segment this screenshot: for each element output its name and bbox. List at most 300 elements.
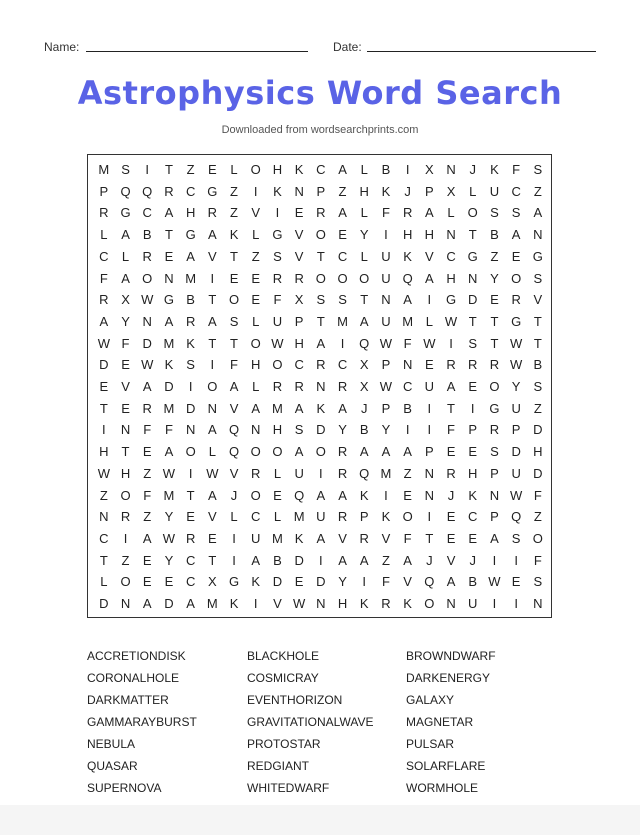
grid-cell[interactable]: V [338,530,347,546]
grid-cell[interactable]: A [425,270,434,286]
grid-cell[interactable]: V [533,292,543,308]
grid-cell[interactable]: R [142,248,152,264]
grid-cell[interactable]: A [294,400,304,416]
grid-cell[interactable]: Q [402,270,413,286]
grid-cell[interactable]: Y [164,509,174,525]
grid-cell[interactable]: W [97,465,110,481]
grid-cell[interactable]: R [381,596,391,611]
grid-cell[interactable]: V [425,248,434,264]
grid-cell[interactable]: E [251,270,261,286]
grid-cell[interactable]: A [164,205,174,221]
grid-cell[interactable]: T [360,292,369,308]
grid-cell[interactable]: I [405,422,410,438]
grid-cell[interactable]: K [490,162,499,177]
grid-cell[interactable]: D [468,292,478,308]
grid-cell[interactable]: I [123,530,128,546]
grid-cell[interactable]: W [423,335,436,351]
grid-cell[interactable]: N [446,596,456,611]
grid-cell[interactable]: V [294,227,304,243]
grid-cell[interactable]: L [252,227,260,243]
grid-cell[interactable]: T [186,487,195,503]
grid-cell[interactable]: Z [143,509,152,525]
grid-cell[interactable]: I [514,552,518,568]
grid-cell[interactable]: Q [228,444,240,460]
grid-cell[interactable]: V [294,248,304,264]
grid-cell[interactable]: X [359,379,369,394]
grid-cell[interactable]: G [185,227,196,243]
grid-cell[interactable]: O [272,444,283,460]
grid-cell[interactable]: O [120,574,131,590]
grid-cell[interactable]: T [316,313,325,329]
grid-cell[interactable]: N [424,465,435,481]
grid-cell[interactable]: J [404,183,411,199]
grid-cell[interactable]: R [337,465,348,481]
grid-cell[interactable]: S [229,313,239,329]
grid-cell[interactable]: B [142,227,152,243]
grid-cell[interactable]: B [359,422,369,438]
grid-cell[interactable]: C [185,574,196,590]
grid-cell[interactable]: A [403,552,412,568]
grid-cell[interactable]: O [142,270,153,286]
grid-cell[interactable]: L [100,574,108,590]
grid-cell[interactable]: T [490,313,499,329]
grid-cell[interactable]: S [338,292,347,308]
grid-cell[interactable]: A [403,292,412,308]
grid-cell[interactable]: E [229,270,239,286]
grid-cell[interactable]: Z [533,509,542,525]
grid-cell[interactable]: G [532,248,543,264]
grid-cell[interactable]: A [338,400,347,416]
grid-cell[interactable]: O [250,487,261,503]
grid-cell[interactable]: X [425,162,434,177]
grid-cell[interactable]: D [316,574,326,590]
grid-cell[interactable]: R [337,379,348,394]
grid-cell[interactable]: D [316,422,326,438]
grid-cell[interactable]: H [251,357,261,373]
grid-cell[interactable]: A [359,313,369,329]
grid-cell[interactable]: S [186,357,195,373]
grid-cell[interactable]: N [446,227,456,243]
grid-cell[interactable]: E [468,444,478,460]
grid-cell[interactable]: E [468,530,478,546]
grid-cell[interactable]: Y [359,227,369,243]
grid-cell[interactable]: T [468,313,477,329]
grid-cell[interactable]: K [403,596,412,611]
grid-cell[interactable]: Q [228,422,240,438]
grid-cell[interactable]: P [381,400,391,416]
grid-cell[interactable]: N [294,183,304,199]
grid-cell[interactable]: H [359,183,369,199]
grid-cell[interactable]: I [145,162,150,177]
grid-cell[interactable]: A [316,335,326,351]
grid-cell[interactable]: T [425,530,434,546]
grid-cell[interactable]: A [511,227,521,243]
grid-cell[interactable]: I [427,292,432,308]
grid-cell[interactable]: S [533,270,543,286]
grid-cell[interactable]: D [164,596,174,611]
grid-cell[interactable]: U [381,248,391,264]
grid-cell[interactable]: M [272,530,283,546]
grid-cell[interactable]: Q [120,183,131,199]
grid-cell[interactable]: E [468,379,478,394]
grid-cell[interactable]: L [100,227,108,243]
grid-cell[interactable]: Y [490,270,499,286]
grid-cell[interactable]: K [229,596,239,611]
grid-cell[interactable]: V [208,248,217,264]
grid-cell[interactable]: O [359,270,370,286]
grid-cell[interactable]: N [120,596,131,611]
grid-cell[interactable]: Y [164,552,174,568]
grid-cell[interactable]: T [99,552,108,568]
grid-cell[interactable]: U [489,183,500,199]
grid-cell[interactable]: A [338,205,347,221]
grid-cell[interactable]: M [337,313,348,329]
grid-cell[interactable]: P [294,313,304,329]
grid-cell[interactable]: O [489,379,500,394]
grid-cell[interactable]: A [142,379,152,394]
grid-cell[interactable]: J [360,400,368,416]
grid-cell[interactable]: E [338,227,347,243]
grid-cell[interactable]: V [273,596,282,611]
grid-cell[interactable]: G [511,313,522,329]
grid-cell[interactable]: I [210,357,215,373]
grid-cell[interactable]: Z [186,162,195,177]
grid-cell[interactable]: R [511,292,521,308]
grid-cell[interactable]: W [510,357,523,373]
grid-cell[interactable]: R [272,379,283,394]
grid-cell[interactable]: C [337,357,348,373]
grid-cell[interactable]: W [510,335,523,351]
grid-cell[interactable]: O [228,292,240,308]
grid-cell[interactable]: R [185,530,196,546]
grid-cell[interactable]: B [468,574,478,590]
grid-cell[interactable]: U [272,313,283,329]
grid-cell[interactable]: E [142,444,152,460]
grid-cell[interactable]: M [293,509,305,525]
grid-cell[interactable]: W [141,292,154,308]
grid-cell[interactable]: O [532,530,543,546]
grid-cell[interactable]: C [185,552,196,568]
grid-cell[interactable]: W [206,465,219,481]
grid-cell[interactable]: Q [359,335,370,351]
grid-cell[interactable]: P [425,444,434,460]
grid-cell[interactable]: T [533,313,542,329]
grid-cell[interactable]: R [99,205,109,221]
grid-cell[interactable]: M [163,487,175,503]
grid-cell[interactable]: K [359,487,369,503]
grid-cell[interactable]: V [381,530,391,546]
grid-cell[interactable]: H [185,205,196,221]
grid-cell[interactable]: E [164,248,174,264]
grid-cell[interactable]: V [229,465,239,481]
grid-cell[interactable]: I [427,422,432,438]
grid-cell[interactable]: R [272,270,283,286]
grid-cell[interactable]: A [186,596,195,611]
grid-cell[interactable]: B [186,292,195,308]
grid-cell[interactable]: R [164,183,174,199]
grid-cell[interactable]: F [403,530,412,546]
grid-cell[interactable]: A [316,530,326,546]
grid-cell[interactable]: G [163,292,174,308]
grid-cell[interactable]: I [514,596,518,611]
grid-cell[interactable]: M [206,596,218,611]
grid-cell[interactable]: I [102,422,106,438]
grid-cell[interactable]: I [427,509,432,525]
grid-cell[interactable]: A [208,313,217,329]
grid-cell[interactable]: U [511,465,521,481]
grid-cell[interactable]: Z [121,552,130,568]
grid-cell[interactable]: N [533,596,543,611]
grid-cell[interactable]: D [185,400,196,416]
grid-cell[interactable]: K [468,487,478,503]
grid-cell[interactable]: K [294,162,304,177]
grid-cell[interactable]: L [447,205,455,221]
grid-cell[interactable]: I [253,183,258,199]
grid-cell[interactable]: K [164,357,174,373]
grid-cell[interactable]: Z [143,465,152,481]
grid-cell[interactable]: I [232,530,236,546]
grid-cell[interactable]: T [208,335,217,351]
grid-cell[interactable]: L [425,313,433,329]
grid-cell[interactable]: W [162,465,176,481]
grid-cell[interactable]: Y [338,422,347,438]
grid-cell[interactable]: F [143,422,152,438]
grid-cell[interactable]: D [533,465,543,481]
grid-cell[interactable]: L [273,465,282,481]
grid-cell[interactable]: E [142,574,152,590]
grid-cell[interactable]: N [207,400,218,416]
grid-cell[interactable]: F [381,205,390,221]
grid-cell[interactable]: C [142,205,152,221]
grid-cell[interactable]: N [424,487,435,503]
grid-cell[interactable]: F [99,270,108,286]
grid-cell[interactable]: P [316,183,326,199]
grid-cell[interactable]: X [121,292,130,308]
grid-cell[interactable]: P [490,509,499,525]
grid-cell[interactable]: I [427,400,432,416]
grid-cell[interactable]: O [207,379,218,394]
grid-cell[interactable]: J [447,487,455,503]
grid-cell[interactable]: N [185,422,196,438]
grid-cell[interactable]: E [164,574,174,590]
grid-cell[interactable]: L [360,162,368,177]
grid-cell[interactable]: S [490,205,499,221]
grid-cell[interactable]: A [446,574,456,590]
grid-cell[interactable]: F [381,574,390,590]
grid-cell[interactable]: G [120,205,131,221]
grid-cell[interactable]: L [230,509,238,525]
grid-cell[interactable]: G [489,400,500,416]
grid-cell[interactable]: E [446,509,456,525]
grid-cell[interactable]: U [294,465,304,481]
grid-cell[interactable]: N [446,162,456,177]
grid-cell[interactable]: G [467,248,478,264]
grid-cell[interactable]: E [273,487,282,503]
grid-cell[interactable]: V [121,379,130,394]
grid-cell[interactable]: R [337,444,348,460]
grid-cell[interactable]: E [490,292,499,308]
grid-cell[interactable]: Z [251,248,260,264]
grid-cell[interactable]: U [381,270,391,286]
grid-cell[interactable]: V [229,400,239,416]
grid-cell[interactable]: T [230,335,238,351]
grid-cell[interactable]: R [402,205,413,221]
grid-cell[interactable]: A [251,552,261,568]
grid-cell[interactable]: H [337,596,348,611]
grid-cell[interactable]: T [99,400,108,416]
grid-cell[interactable]: H [99,444,109,460]
letter-grid[interactable] [87,154,552,618]
grid-cell[interactable]: C [294,357,304,373]
grid-cell[interactable]: N [164,270,174,286]
grid-cell[interactable]: T [316,248,325,264]
grid-cell[interactable]: W [293,596,306,611]
grid-cell[interactable]: O [337,270,348,286]
grid-cell[interactable]: U [511,400,521,416]
grid-cell[interactable]: O [250,444,261,460]
grid-cell[interactable]: K [273,183,282,199]
grid-cell[interactable]: R [359,530,369,546]
grid-cell[interactable]: D [142,335,152,351]
grid-cell[interactable]: V [446,552,456,568]
grid-cell[interactable]: E [99,379,109,394]
grid-cell[interactable]: S [273,248,282,264]
grid-cell[interactable]: N [142,313,152,329]
grid-cell[interactable]: U [381,313,391,329]
grid-cell[interactable]: K [403,248,412,264]
grid-cell[interactable]: C [99,248,109,264]
grid-cell[interactable]: I [188,465,193,481]
grid-cell[interactable]: E [403,487,412,503]
grid-cell[interactable]: X [446,183,456,199]
grid-cell[interactable]: H [446,270,456,286]
grid-cell[interactable]: U [316,509,326,525]
grid-cell[interactable]: I [232,552,236,568]
grid-cell[interactable]: G [445,292,457,308]
grid-cell[interactable]: Z [338,183,347,199]
grid-cell[interactable]: A [142,530,152,546]
grid-cell[interactable]: N [316,596,326,611]
grid-cell[interactable]: G [272,227,283,243]
grid-cell[interactable]: A [164,313,174,329]
grid-cell[interactable]: K [294,530,304,546]
grid-cell[interactable]: P [381,357,391,373]
grid-cell[interactable]: L [252,313,260,329]
grid-cell[interactable]: R [294,270,304,286]
grid-cell[interactable]: S [121,162,130,177]
grid-cell[interactable]: T [230,248,238,264]
grid-cell[interactable]: O [272,357,283,373]
grid-cell[interactable]: A [446,379,456,394]
grid-cell[interactable]: I [492,596,497,611]
grid-cell[interactable]: R [294,379,304,394]
grid-cell[interactable]: L [208,444,216,460]
grid-cell[interactable]: F [164,422,173,438]
grid-cell[interactable]: E [142,552,152,568]
grid-cell[interactable]: E [121,357,130,373]
grid-cell[interactable]: W [444,313,458,329]
grid-cell[interactable]: B [273,552,282,568]
grid-cell[interactable]: Q [424,574,435,590]
grid-cell[interactable]: Z [99,487,108,503]
grid-cell[interactable]: C [402,379,413,394]
grid-cell[interactable]: I [470,400,475,416]
grid-cell[interactable]: Q [294,487,305,503]
grid-cell[interactable]: C [337,248,348,264]
grid-cell[interactable]: K [316,400,326,416]
grid-cell[interactable]: D [99,596,109,611]
grid-cell[interactable]: F [512,162,521,177]
grid-cell[interactable]: W [510,487,523,503]
grid-cell[interactable]: O [402,509,413,525]
grid-cell[interactable]: F [143,487,152,503]
grid-cell[interactable]: G [207,183,218,199]
grid-cell[interactable]: N [381,292,391,308]
grid-cell[interactable]: X [294,292,304,308]
grid-cell[interactable]: A [164,444,174,460]
grid-cell[interactable]: C [511,183,521,199]
grid-cell[interactable]: O [511,270,522,286]
grid-cell[interactable]: X [359,357,369,373]
grid-cell[interactable]: Z [490,248,499,264]
grid-cell[interactable]: O [120,487,131,503]
grid-cell[interactable]: R [142,400,152,416]
grid-cell[interactable]: N [251,422,261,438]
grid-cell[interactable]: M [380,465,392,481]
grid-cell[interactable]: W [379,379,393,394]
date-line[interactable] [367,51,596,52]
grid-cell[interactable]: Y [381,422,391,438]
grid-cell[interactable]: B [403,400,412,416]
grid-cell[interactable]: E [446,530,456,546]
grid-cell[interactable]: M [98,162,110,177]
grid-cell[interactable]: F [230,357,238,373]
grid-cell[interactable]: A [533,205,543,221]
grid-cell[interactable]: S [533,162,543,177]
grid-cell[interactable]: C [251,509,261,525]
grid-cell[interactable]: D [511,444,521,460]
grid-cell[interactable]: A [208,422,217,438]
grid-cell[interactable]: R [337,509,348,525]
grid-cell[interactable]: M [272,400,283,416]
grid-cell[interactable]: H [402,227,413,243]
grid-cell[interactable]: A [359,444,369,460]
grid-cell[interactable]: A [403,444,412,460]
grid-cell[interactable]: T [164,227,173,243]
grid-cell[interactable]: K [381,183,391,199]
grid-cell[interactable]: H [424,227,435,243]
grid-cell[interactable]: D [99,357,109,373]
grid-cell[interactable]: V [208,509,217,525]
grid-cell[interactable]: K [251,574,261,590]
grid-cell[interactable]: D [272,574,283,590]
grid-cell[interactable]: E [446,444,456,460]
grid-cell[interactable]: Q [359,465,370,481]
grid-cell[interactable]: P [359,509,369,525]
grid-cell[interactable]: R [99,292,109,308]
grid-cell[interactable]: U [251,530,261,546]
grid-cell[interactable]: M [402,313,414,329]
grid-cell[interactable]: O [467,205,478,221]
grid-cell[interactable]: S [511,530,521,546]
grid-cell[interactable]: C [446,248,456,264]
grid-cell[interactable]: E [186,509,195,525]
grid-cell[interactable]: J [230,487,238,503]
grid-cell[interactable]: M [163,400,175,416]
grid-cell[interactable]: I [340,335,345,351]
grid-cell[interactable]: S [533,574,543,590]
grid-cell[interactable]: L [360,205,368,221]
